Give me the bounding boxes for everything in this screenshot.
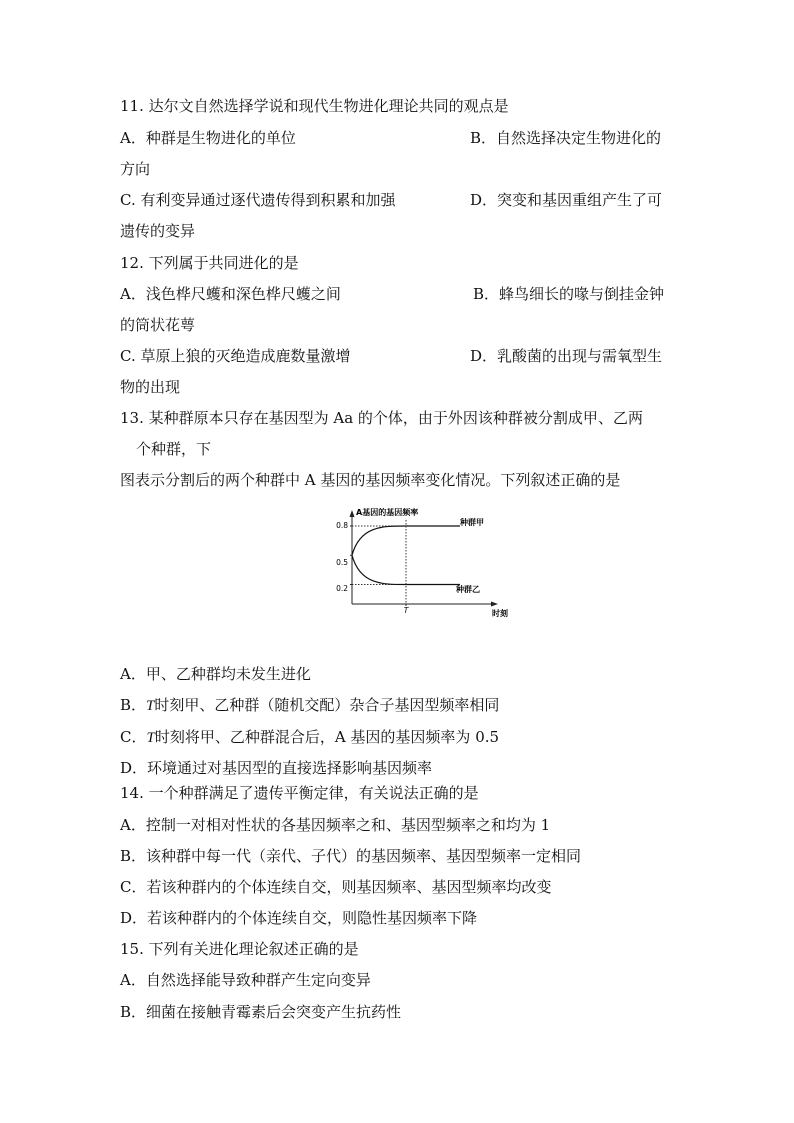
y-tick-label-2: 0.2 [336, 584, 348, 593]
q14-stem: 14. 一个种群满足了遗传平衡定律，有关说法正确的是 [120, 784, 479, 802]
q13-option-c-label: C． [120, 728, 147, 746]
q11-option-c: C. 有利变异通过逐代遗传得到积累和加强 [120, 191, 396, 209]
series-label-yi: 种群乙 [456, 585, 480, 594]
q13-option-c-t: T [146, 730, 155, 746]
q15-stem: 15. 下列有关进化理论叙述正确的是 [120, 940, 359, 958]
q12-option-b-cont: 的筒状花萼 [120, 316, 196, 334]
q13-stem-line3: 图表示分割后的两个种群中 A 基因的基因频率变化情况。下列叙述正确的是 [120, 471, 621, 489]
x-axis-arrow [491, 602, 498, 607]
q14-option-d: D．若该种群内的个体连续自交，则隐性基因频率下降 [120, 909, 478, 927]
q14-option-c: C．若该种群内的个体连续自交，则基因频率、基因型频率均改变 [120, 878, 552, 896]
q11-stem: 11. 达尔文自然选择学说和现代生物进化理论共同的观点是 [120, 97, 509, 115]
q14-option-b: B．该种群中每一代（亲代、子代）的基因频率、基因型频率一定相同 [120, 847, 582, 865]
x-tick-label-t: T [403, 606, 409, 615]
q12-option-d: D．乳酸菌的出现与需氧型生 [470, 347, 663, 365]
q13-option-b-text: 时刻甲、乙种群（随机交配）杂合子基因型频率相同 [154, 696, 500, 714]
q11-option-b: B．自然选择决定生物进化的 [470, 129, 662, 147]
q15-option-a: A．自然选择能导致种群产生定向变异 [120, 971, 371, 989]
q14-option-a: A．控制一对相对性状的各基因频率之和、基因型频率之和均为 1 [120, 816, 551, 834]
q13-option-b-label: B． [120, 696, 147, 714]
q13-option-c [120, 727, 499, 748]
q13-option-a: A．甲、乙种群均未发生进化 [120, 665, 311, 683]
y-tick-label-1: 0.5 [336, 558, 348, 567]
q12-option-c: C. 草原上狼的灭绝造成鹿数量激增 [120, 347, 351, 365]
q13-option-c-text: 时刻将甲、乙种群混合后，A 基因的基因频率为 0.5 [154, 728, 500, 746]
q12-option-b: B．蜂鸟细长的喙与倒挂金钟 [473, 285, 665, 303]
y-tick-label-0: 0.8 [336, 521, 348, 530]
q12-option-a: A．浅色桦尺蠖和深色桦尺蠖之间 [120, 285, 341, 303]
q13-option-b [120, 695, 499, 716]
q11-option-b-cont: 方向 [120, 160, 151, 178]
x-axis-label: 时刻 [492, 609, 508, 618]
y-axis-arrow [350, 510, 355, 517]
q13-stem-line1: 13. 某种群原本只存在基因型为 Aa 的个体，由于外因该种群被分割成甲、乙两 [120, 409, 643, 427]
series-label-jia: 种群甲 [460, 518, 484, 527]
q13-option-b-t: T [146, 698, 155, 714]
q15-option-b: B．细菌在接触青霉素后会突变产生抗药性 [120, 1003, 402, 1021]
q11-option-d: D．突变和基因重组产生了可 [470, 191, 663, 209]
q13-option-d: D．环境通过对基因型的直接选择影响基因频率 [120, 759, 433, 777]
q11-option-d-cont: 遗传的变异 [120, 222, 196, 240]
gene-frequency-chart [320, 506, 520, 622]
y-axis-label: A基因的基因频率 [356, 508, 419, 517]
q11-option-a: A．种群是生物进化的单位 [120, 129, 296, 147]
q12-option-d-cont: 物的出现 [120, 378, 181, 396]
q13-stem-line2: 个种群，下 [136, 440, 212, 458]
q12-stem: 12. 下列属于共同进化的是 [120, 254, 299, 272]
